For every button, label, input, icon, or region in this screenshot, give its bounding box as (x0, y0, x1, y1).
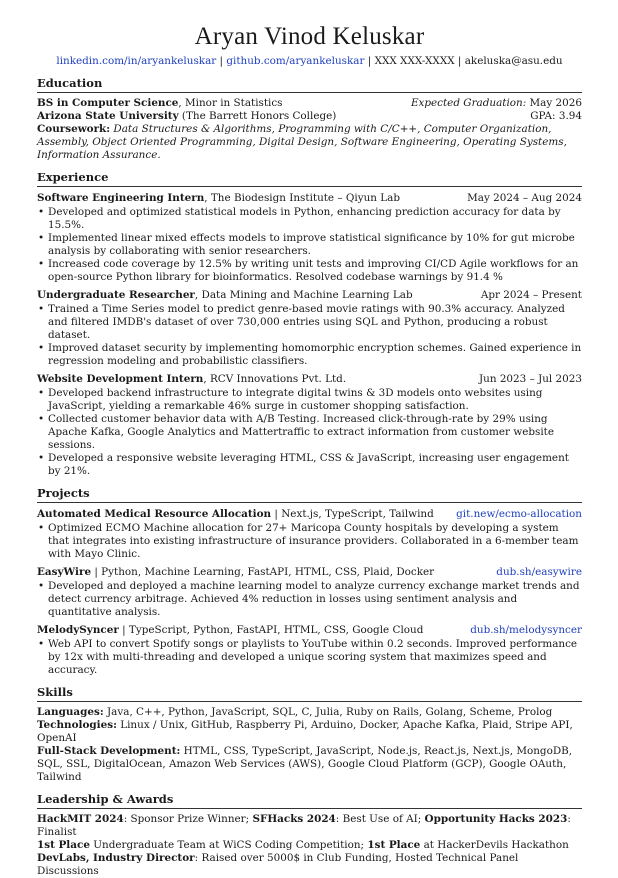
section-title-education: Education (37, 76, 582, 93)
skills-list: HTML, CSS, TypeScript, JavaScript, Node.js, React.js, Next.js, MongoDB, SQL, SSL, DigitalOcean, Amazon Web Services (AWS), Google Cloud Platform (GCP), Google OAuth, Tailwind (37, 745, 573, 783)
section-title-awards: Leadership & Awards (37, 792, 582, 809)
project-bullets (37, 580, 582, 619)
award-text: : Raised over 5000$ in Club Funding, Hosted Technical Panel Discussions (37, 852, 519, 877)
skills-technologies (37, 719, 582, 745)
bullet: • Developed and deployed a machine learning model to analyze currency exchange market trends and detect currency arbitrage. Achieved 4% reduction in losses using sentiment analysis and quantitative analysis. (37, 580, 582, 619)
job-dates: Apr 2024 – Present (480, 289, 582, 301)
skills-label: Technologies: (37, 719, 117, 731)
job-entry (37, 192, 582, 284)
bullet: • Developed backend infrastructure to integrate digital twins & 3D models onto websites using JavaScript, yielding a remarkable 46% surge in customer shopping satisfaction. (37, 387, 582, 413)
project-entry (37, 566, 582, 619)
skills-languages (37, 706, 582, 719)
gpa: GPA: 3.94 (530, 110, 582, 122)
graduation-label: Expected Graduation: (410, 97, 527, 109)
project-entry (37, 624, 582, 677)
section-title-projects: Projects (37, 486, 582, 503)
project-bullets (37, 522, 582, 561)
project-stack: | Next.js, TypeScript, Tailwind (271, 508, 434, 520)
bullet: • Increased code coverage by 12.5% by writing unit tests and improving CI/CD Agile workflows for an open-source Python library for bioinformatics. Resolved codebase warnings by 91.4 % (37, 258, 582, 284)
award-text: : Finalist (37, 813, 571, 838)
education-section (37, 76, 582, 162)
college-name: (The Barrett Honors College) (178, 110, 337, 122)
github-link[interactable]: github.com/aryankeluskar (226, 55, 365, 67)
bullet: • Developed and optimized statistical models in Python, enhancing prediction accuracy for data by 15.5%. (37, 206, 582, 232)
bullet: • Trained a Time Series model to predict genre-based movie ratings with 90.3% accuracy. Analyzed and filtered IMDB's dataset of over 730,000 entries using SQL and Python, producing a robust dataset. (37, 303, 582, 342)
job-role: Website Development Intern (37, 373, 204, 385)
resume-page (37, 22, 582, 878)
coursework-label: Coursework: (37, 123, 111, 135)
projects-section (37, 486, 582, 677)
award-label: SFHacks 2024 (252, 813, 336, 825)
award-line (37, 839, 582, 852)
job-dates: May 2024 – Aug 2024 (467, 192, 582, 204)
bullet: • Collected customer behavior data with A/B Testing. Increased click-through-rate by 29% using Apache Kafka, Google Analytics and Mattertraffic to extract information from customer website sessions. (37, 413, 582, 452)
award-label: Opportunity Hacks 2023 (424, 813, 568, 825)
candidate-name: Aryan Vinod Keluskar (194, 23, 425, 50)
phone-number: XXX XXX-XXXX (374, 55, 455, 67)
graduation-date: May 2026 (526, 97, 582, 109)
project-link[interactable]: dub.sh/easywire (496, 566, 582, 578)
skills-fullstack (37, 745, 582, 784)
project-header (37, 508, 582, 521)
bullet: • Optimized ECMO Machine allocation for 27+ Maricopa County hospitals by developing a system that integrates into existing infrastructure of insurance providers. Collaborated in a 6-member team with Mayo Clinic. (37, 522, 582, 561)
job-org: , The Biodesign Institute – Qiyun Lab (204, 192, 401, 204)
awards-section (37, 792, 582, 878)
award-text: : Best Use of AI; (335, 813, 425, 825)
job-dates: Jun 2023 – Jul 2023 (478, 373, 582, 385)
award-label: 1st Place (367, 839, 421, 851)
skills-label: Languages: (37, 706, 104, 718)
job-header (37, 289, 582, 302)
project-name: MelodySyncer (37, 624, 119, 636)
section-title-experience: Experience (37, 170, 582, 187)
coursework-list: Data Structures & Algorithms, Programming with C/C++, Computer Organization, Assembly, Object Oriented Programming, Digital Design, Software Engineering, Operating Systems, Information Assurance. (37, 123, 567, 161)
job-header (37, 192, 582, 205)
job-header (37, 373, 582, 386)
job-bullets (37, 387, 582, 478)
degree-row (37, 97, 582, 110)
award-text: at HackerDevils Hackathon (420, 839, 569, 851)
skills-section (37, 685, 582, 784)
job-org: , RCV Innovations Pvt. Ltd. (203, 373, 347, 385)
project-link[interactable]: dub.sh/melodysyncer (470, 624, 582, 636)
award-label: DevLabs, Industry Director (37, 852, 195, 864)
project-link[interactable]: git.new/ecmo-allocation (456, 508, 582, 520)
school-row (37, 110, 582, 123)
project-stack: | Python, Machine Learning, FastAPI, HTML, CSS, Plaid, Docker (91, 566, 435, 578)
job-bullets (37, 206, 582, 284)
job-org: , Data Mining and Machine Learning Lab (194, 289, 413, 301)
job-role: Undergraduate Researcher (37, 289, 195, 301)
award-label: HackMIT 2024 (37, 813, 124, 825)
job-role: Software Engineering Intern (37, 192, 205, 204)
separator: | (216, 55, 227, 67)
section-title-skills: Skills (37, 685, 582, 702)
project-bullets (37, 638, 582, 677)
bullet: • Web API to convert Spotify songs or playlists to YouTube within 0.2 seconds. Improved performance by 12x with multi-threading and developed a unique scoring system that maximizes speed and accuracy. (37, 638, 582, 677)
separator: | (454, 55, 465, 67)
award-text: : Sponsor Prize Winner; (123, 813, 253, 825)
contact-line (37, 54, 582, 68)
separator: | (364, 55, 375, 67)
job-bullets (37, 303, 582, 368)
skills-list: Java, C++, Python, JavaScript, SQL, C, Julia, Ruby on Rails, Golang, Scheme, Prolog (103, 706, 553, 718)
project-header (37, 624, 582, 637)
job-entry (37, 373, 582, 478)
project-stack: | TypeScript, Python, FastAPI, HTML, CSS, Google Cloud (118, 624, 424, 636)
bullet: • Developed a responsive website leveraging HTML, CSS & JavaScript, increasing user engagement by 21%. (37, 452, 582, 478)
project-header (37, 566, 582, 579)
project-entry (37, 508, 582, 561)
bullet: • Implemented linear mixed effects models to improve statistical significance by 10% for gut microbe analysis by collaborating with senior researchers. (37, 232, 582, 258)
award-line (37, 813, 582, 839)
experience-section (37, 170, 582, 478)
project-name: Automated Medical Resource Allocation (37, 508, 272, 520)
skills-label: Full-Stack Development: (37, 745, 181, 757)
project-name: EasyWire (37, 566, 92, 578)
award-line (37, 852, 582, 878)
job-entry (37, 289, 582, 368)
coursework (37, 123, 582, 162)
school-name: Arizona State University (37, 110, 179, 122)
degree: BS in Computer Science (37, 97, 179, 109)
skills-list: Linux / Unix, GitHub, Raspberry Pi, Arduino, Docker, Apache Kafka, Plaid, Stripe API, OpenAI (37, 719, 573, 744)
bullet: • Improved dataset security by implementing homomorphic encryption schemes. Gained experience in regression modeling and probabilistic classifiers. (37, 342, 582, 368)
email-address[interactable]: akeluska@asu.edu (464, 55, 563, 67)
award-label: 1st Place (37, 839, 90, 851)
linkedin-link[interactable]: linkedin.com/in/aryankeluskar (56, 55, 217, 67)
minor: , Minor in Statistics (178, 97, 283, 109)
award-text: Undergraduate Team at WiCS Coding Competition; (89, 839, 368, 851)
